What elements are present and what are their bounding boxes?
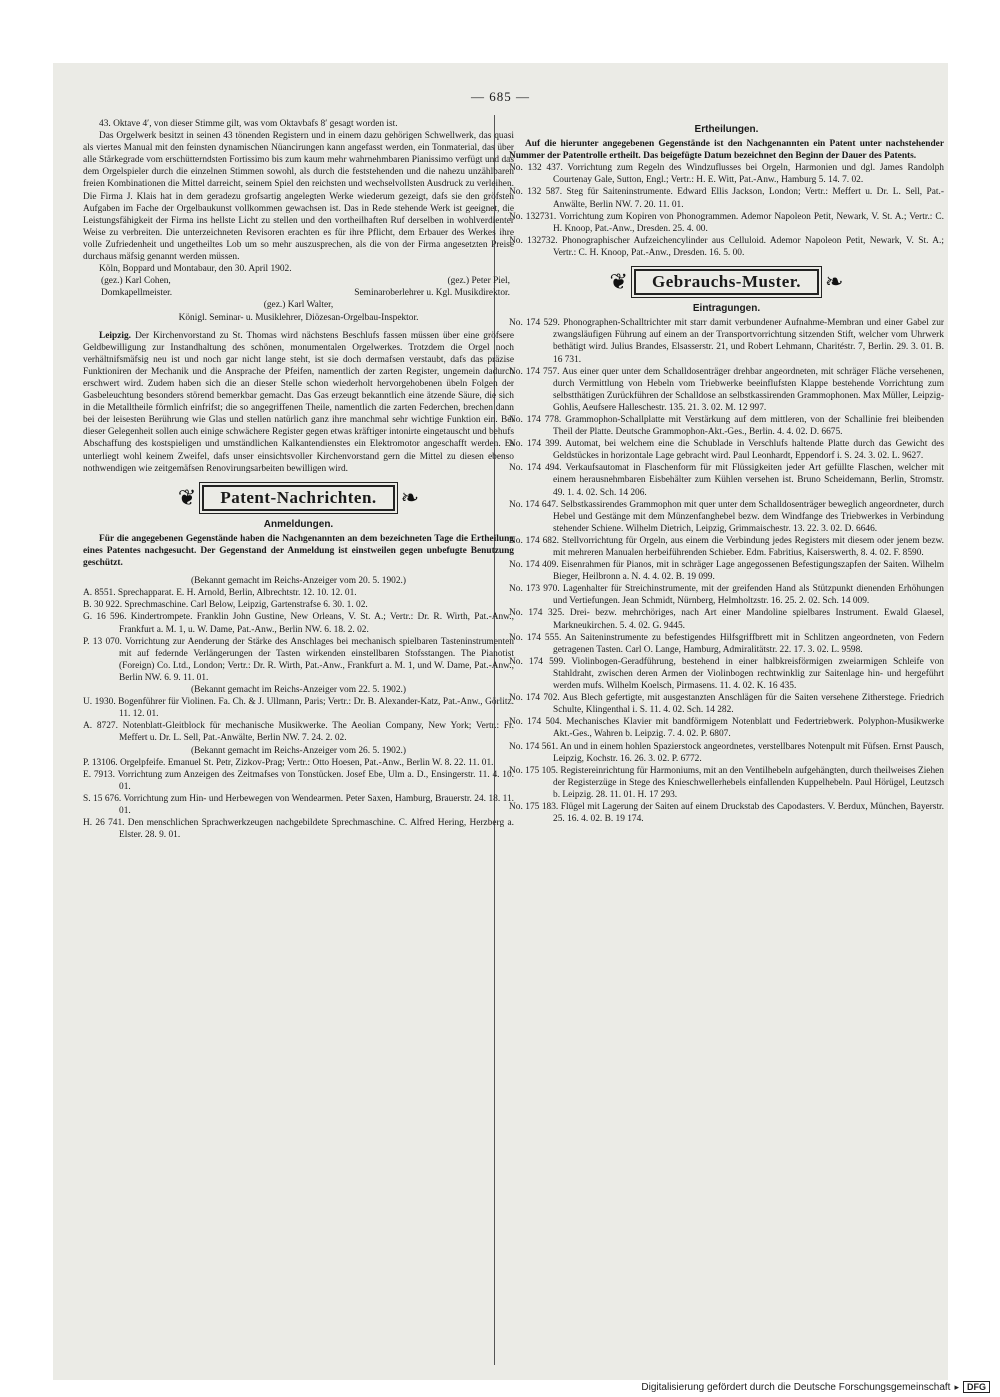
list-item: No. 132732. Phonographischer Aufzeichencylinder aus Celluloid. Ademor Napoleon Petit, Newark, V. St. A.; Vertr.: C. H. Knoop, Pat.-Anw., Dresden. 16. 5. 00.: [509, 235, 944, 258]
list-item: No. 175 105. Registereinrichtung für Harmoniums, mit an den Ventilhebeln aufgehängten, durch theilweises Ziehen der Registerzüge in Stege des Knieschwellerhebels einfallenden Kuppelhebeln. Paul Hörügel, Leutzsch b. Leipzig. 28. 11. 01. H. 17 293.: [509, 765, 944, 800]
list-item: No. 132 587. Steg für Saiteninstrumente. Edward Ellis Jackson, London; Vertr.: Meffert u. Dr. L. Sell, Pat.-Anwälte, Berlin NW. 7. 20. 11. 01.: [509, 187, 944, 210]
list-item: No. 174 504. Mechanisches Klavier mit bandförmigem Notenblatt und Federtriebwerk. Polyphon-Musikwerke Akt.-Ges., Wahren b. Leipzig. 7. 4. 02. P. 6807.: [509, 717, 944, 740]
list-item: U. 1930. Bogenführer für Violinen. Fa. Ch. & J. Ullmann, Paris; Vertr.: Dr. B. Alexander-Katz, Pat.-Anw., Görlitz. 11. 12. 01.: [83, 697, 514, 720]
floral-ornament-icon: ❧: [825, 269, 844, 295]
signature-title: Seminaroberlehrer u. Kgl. Musikdirektor.: [354, 288, 510, 299]
right-column: [509, 121, 944, 825]
signature: (gez.) Karl Walter,: [263, 300, 334, 311]
section-title: Gebrauchs-Muster.: [634, 269, 819, 295]
list-item: No. 132 437. Vorrichtung zum Regeln des Windzuflusses bei Orgeln, Harmonien und dgl. James Randolph Courtenay Gale, Sutton, Engl.; Vertr.: H. E. Witt, Pat.-Anw., Hamburg 5. 14. 7. 02.: [509, 163, 944, 186]
place-date: Köln, Boppard und Montabaur, den 30. April 1902.: [99, 264, 292, 275]
floral-ornament-icon: ❧: [400, 484, 420, 510]
footer-text: Digitalisierung gefördert durch die Deutsche Forschungsgemeinschaft: [641, 1381, 951, 1393]
scanned-page: [53, 63, 948, 1380]
list-item: No. 174 555. An Saiteninstrumente zu befestigendes Hilfsgriffbrett mit in Schlitzen angeordneten, von Federn getragenen Tasten. Carl O. Lange, Hamburg, Admiralitätstr. 22. 17. 3. 02. L. 9598.: [509, 632, 944, 655]
paragraph: Das Orgelwerk besitzt in seinen 43 tönenden Registern und in einem dazu gehörigen Schwellwerk, das quasi als viertes Manual mit den feinsten dynamischen Nüancirungen kann angefasst werden, ein Tonmaterial, das über alle Stärkegrade vom erschütterndsten Fortissimo bis zum kaum mehr wahrnehmbaren Pianissimo verfügt und das dem Orgelspieler durch die einzelnen Stimmen sowohl, als durch die feststehenden und die nahezu unzählbaren freien Kombinationen die Mittel darreicht, seinem Spiel den reichsten und wechselvollsten Ausdruck zu verleihen. Die Firma J. Klais hat in dem geradezu grofsartig angelegten Werke wiederum gezeigt, dafs sie den gröfsten Aufgaben im Fache der Orgelbaukunst vollkommen gewachsen ist. Das in Rede stehende Werk ist geeignet, die Leistungsfähigkeit der Firma ins hellste Licht zu stellen und den vortheilhaften Ruf derselben in wohlverdienter Weise zu verbreiten. Die unterzeichneten Revisoren erachten es für ihre Pflicht, dem Erbauer des Werkes ihre volle Zufriedenheit und ungetheiltes Lob um so mehr auszusprechen, als die von der Firma angesetzten Preise durchaus mäfsig genannt werden müssen.: [83, 131, 514, 263]
list-item: No. 174 494. Verkaufsautomat in Flaschenform für mit Flüssigkeiten jeder Art gefüllte Flaschen, welcher mit einem herausnehmbaren Eisbehälter zum Kühlen versehen ist. Bruno Scheidemann, Berlin, Stromstr. 49. 1. 4. 02. Sch. 14 206.: [509, 463, 944, 498]
list-item: No. 174 702. Aus Blech gefertigte, mit ausgestanzten Anschlägen für die Saiten versehene Zitherstege. Friedrich Schulte, Klingenthal i. S. 11. 4. 02. Sch. 14 282.: [509, 693, 944, 716]
list-item: No. 174 757. Aus einer quer unter dem Schalldosenträger drehbar angeordneten, mit schräger Fläche versehenen, durch Vermittlung von Hebeln vom Triebwerke beeinflufsten Klappe bestehende Vorrichtung zum selbstthätigen Zurückführen der Schalldose an selbstkassirenden Grammophonen. Max Müller, Leipzig-Gohlis, Aeufsere Halleschestr. 135. 21. 3. 02. M. 12 997.: [509, 366, 944, 413]
intro-text: Für die angegebenen Gegenstände haben die Nachgenannten an dem bezeichneten Tage die Ertheilung eines Patentes nachgesucht. Der Gegenstand der Anmeldung ist einstweilen gegen unbefugte Benutzung geschützt.: [83, 533, 514, 569]
list-item: No. 174 529. Phonographen-Schalltrichter mit starr damit verbundener Aufnahme-Membran und einer Gabel zur zwangsläufigen Führung auf einem an der Transportvorrichtung sitzenden Stift, welcher vom Uhrwerk bethätigt wird. Julius Brandes, Elsasserstr. 21, und Robert Lehmann, Charitéstr. 7, Berlin. 29. 3. 01. B. 16 731.: [509, 318, 944, 365]
notice: (Bekannt gemacht im Reichs-Anzeiger vom 22. 5. 1902.): [190, 685, 407, 696]
list-item: No. 174 647. Selbstkassirendes Grammophon mit quer unter dem Schalldosenträger beweglich angeordneter, durch Hebel und Gestänge mit dem Münzenfanghebel bezw. dem Windfange des Triebwerkes in Verbindung stehender Schiene. Wilhelm Dietrich, Leipzig, Grimmaischestr. 13. 22. 3. 02. D. 6646.: [509, 499, 944, 534]
signature-row: [83, 287, 514, 299]
floral-ornament-icon: ❦: [177, 484, 197, 510]
subsection-title: Anmeldungen.: [263, 518, 334, 530]
subsection-title: Ertheilungen.: [694, 124, 759, 135]
notice: (Bekannt gemacht im Reichs-Anzeiger vom 26. 5. 1902.): [190, 745, 407, 756]
list-item: No. 174 778. Grammophon-Schallplatte mit Verstärkung auf dem mittleren, von der Schallinie frei bleibenden Theil der Platte. Deutsche Grammophon-Akt.-Ges., Berlin. 4. 4. 02. D. 6675.: [509, 414, 944, 438]
arrow-icon: ▸: [954, 1381, 959, 1392]
dfg-logo: DFG: [963, 1381, 990, 1393]
gebrauchs-muster-banner: [509, 269, 944, 295]
list-item: No. 174 599. Violinbogen-Geradführung, bestehend in einer halbkreisförmigen zweiarmigen Schleife von Stahldraht, zwischen deren Armen der Violinbogen rechtwinklig zur Saitenlage hin- und hergeführt werden mufs. Wilhelm Koelsch, Pirmasens. 11. 4. 02. K. 16 435.: [509, 656, 944, 692]
list-item: G. 16 596. Kindertrompete. Franklin John Gustine, New Orleans, V. St. A.; Vertr.: Dr. R. Wirth, Pat.-Anw., Frankfurt a. M. 1, u. W. Dame, Pat.-Anw., Berlin NW. 6. 18. 2. 02.: [83, 612, 514, 635]
paragraph-text: Der Kirchenvorstand zu St. Thomas wird nächstens Beschlufs fassen müssen über eine gröfsere Geldbewilligung zur Instandhaltung des schönen, monumentalen Orgelwerkes. Trotzdem die Orgel noch verhältnifsmäfsig neu ist und noch gar nicht lange steht, ist sie doch dermafsen verstaubt, dafs das präzise Funktioniren der Mechanik und die Ansprache der Pfeifen, namentlich der zarten Register, ungemein dadurch erschwert wird. Zudem haben sich die an dieser Stelle schon wiederholt hervorgehobenen übeln Folgen der Gasbeleuchtung besonders störend bemerkbar gemacht. Das Gas erzeugt bekanntlich eine ätzende Säure, die sich in die Metalltheile förmlich einfrifst; die so angegriffenen Theile, namentlich die zarten Federchen, brechen dann bei der leisesten Berührung wie Glas und stellen natürlich ganz ihre manchmal sehr wichtige Funktion ein. Bei dieser Gelegenheit sollen auch einige schwächere Register gegen etwas kräftiger intonirte eingetauscht und behufs Abschaffung des kostspieligen und umständlichen Kalkantendienstes ein Elektromotor angeschafft werden. Es unterliegt wohl keinem Zweifel, dafs unser einsichtsvoller Kirchenvorstand gern die Mittel zu diesen ebenso nothwendigen wie zeitgemäfsen Renovirungsarbeiten bewilligen wird.: [83, 330, 514, 474]
signature: (gez.) Karl Cohen,: [101, 276, 171, 287]
signature: (gez.) Peter Piel,: [447, 276, 510, 287]
left-column: [83, 118, 514, 841]
signature-title: Domkapellmeister.: [101, 288, 173, 299]
list-item: No. 174 682. Stellvorrichtung für Orgeln, aus einem die Verbindung jedes Registers mit diesem oder jenem bezw. mit mehreren Manualen herbeiführenden Schieber. Edm. Fabritius, Kaiserswerth, 8. 4. 02. F. 8590.: [509, 535, 944, 558]
signature-title: Königl. Seminar- u. Musiklehrer, Diözesan-Orgelbau-Inspektor.: [178, 312, 419, 323]
notice: (Bekannt gemacht im Reichs-Anzeiger vom 20. 5. 1902.): [190, 576, 407, 587]
list-item: H. 26 741. Den menschlichen Sprachwerkzeugen nachgebildete Sprechmaschine. C. Alfred Hering, Herzberg a. Elster. 28. 9. 01.: [83, 818, 514, 841]
patent-nachrichten-banner: [83, 485, 514, 511]
signature-row: [83, 275, 514, 287]
intro-text: Auf die hierunter angegebenen Gegenstände ist den Nachgenannten ein Patent unter nachstehender Nummer der Patentrolle ertheilt. Das beigefügte Datum bezeichnet den Beginn der Dauer des Patents.: [509, 139, 944, 162]
list-item: No. 174 399. Automat, bei welchem eine die Schublade in Verschlufs haltende Platte durch das Gewicht des Geldstückes in horizontale Lage gebracht wird. Paul Leonhardt, Eppendorf i. S. 24. 3. 02. L. 9627.: [509, 439, 944, 462]
list-item: No. 132731. Vorrichtung zum Kopiren von Phonogrammen. Ademor Napoleon Petit, Newark, V. St. A.; Vertr.: C. H. Knoop, Pat.-Anw., Dresden. 25. 4. 00.: [509, 211, 944, 234]
list-item: No. 173 970. Lagenhalter für Streichinstrumente, mit der greifenden Hand als Stützpunkt dienenden Erhöhungen und Vertiefungen. Jean Schmidt, Nürnberg, Helmholtzstr. 16. 25. 2. 02. Sch. 14 009.: [509, 584, 944, 607]
list-item: No. 174 325. Drei- bezw. mehrchöriges, nach Art einer Mandoline spielbares Instrument. Ewald Glaesel, Markneukirchen. 5. 4. 02. G. 9445.: [509, 608, 944, 631]
list-item: E. 7913. Vorrichtung zum Anzeigen des Zeitmafses von Tonstücken. Josef Ebe, Ulm a. D., Ensingerstr. 11. 4. 10. 01.: [83, 769, 514, 792]
list-item: No. 174 561. An und in einem hohlen Spazierstock angeordnetes, verstellbares Notenpult mit Füfsen. Ernst Pausch, Leipzig, Kochstr. 16. 26. 3. 02. P. 6772.: [509, 741, 944, 764]
footer: [600, 1381, 990, 1393]
floral-ornament-icon: ❦: [609, 269, 628, 295]
list-item: No. 174 409. Eisenrahmen für Pianos, mit in schräger Lage angegossenen Befestigungszapfen der Saiten. Wilhelm Bieger, Heilbronn a. N. 4. 4. 02. B. 19 099.: [509, 560, 944, 583]
list-item: P. 13 070. Vorrichtung zur Aenderung der Stärke des Anschlages bei mechanisch spielbaren Tasteninstrumenten mit auf federnde Verlängerungen der Tasten wirkenden einstellbaren Stofsstangen. The Pianotist (Foreign) Co. Ltd., London; Vertr.: Dr. R. Wirth, Pat.-Anw., Frankfurt a. M. 1, und W. Dame, Pat.-Anw., Berlin NW. 6. 9. 11. 01.: [83, 636, 514, 683]
list-item: No. 175 183. Flügel mit Lagerung der Saiten auf einem Druckstab des Capodasters. V. Berdux, München, Bayerstr. 25. 16. 4. 02. B. 19 174.: [509, 801, 944, 825]
list-item: S. 15 676. Vorrichtung zum Hin- und Herbewegen von Wendearmen. Peter Saxen, Hamburg, Brauerstr. 24. 18. 11. 01.: [83, 793, 514, 816]
paragraph: 43. Oktave 4′, von dieser Stimme gilt, was vom Oktavbafs 8′ gesagt worden ist.: [99, 119, 398, 129]
subsection-title: Eintragungen.: [692, 303, 761, 315]
list-item: B. 30 922. Sprechmaschine. Carl Below, Leipzig, Gartenstrafse 6. 30. 1. 02.: [83, 600, 368, 611]
paragraph-lead: Leipzig.: [99, 330, 132, 341]
list-item: P. 13106. Orgelpfeife. Emanuel St. Petr, Zizkov-Prag; Vertr.: Otto Hoesen, Pat.-Anw., Berlin W. 8. 22. 11. 01.: [83, 757, 494, 768]
list-item: A. 8727. Notenblatt-Gleitblock für mechanische Musikwerke. The Aeolian Company, New York; Vertr.: Fr. Meffert u. Dr. L. Sell, Pat.-Anwälte, Berlin NW. 7. 24. 2. 02.: [83, 721, 514, 744]
page-number: — 685 —: [471, 89, 530, 104]
list-item: A. 8551. Sprechapparat. E. H. Arnold, Berlin, Albrechtstr. 12. 10. 12. 01.: [83, 588, 357, 599]
paragraph-leipzig: [83, 330, 514, 475]
section-title: Patent-Nachrichten.: [202, 485, 394, 511]
